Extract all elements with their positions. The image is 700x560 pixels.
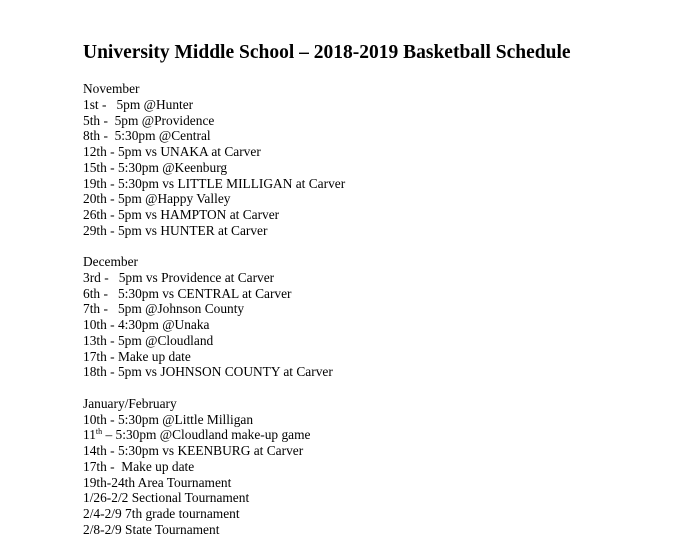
schedule-line: 5th - 5pm @Providence: [83, 112, 215, 128]
section-heading-november: November: [83, 81, 140, 96]
schedule-line: 2/8-2/9 State Tournament: [83, 521, 220, 537]
line-rest: – 5:30pm @Cloudland make-up game: [102, 427, 311, 443]
schedule-line: 26th - 5pm vs HAMPTON at Carver: [83, 207, 280, 222]
schedule-line: 10th - 4:30pm @Unaka: [83, 317, 210, 333]
schedule-line: 14th - 5:30pm vs KEENBURG at Carver: [83, 443, 304, 459]
section-november: [83, 81, 683, 239]
schedule-line: 6th - 5:30pm vs CENTRAL at Carver: [83, 285, 292, 301]
document-title: University Middle School – 2018-2019 Basketball Schedule: [83, 42, 571, 63]
schedule-line: 15th - 5:30pm @Keenburg: [83, 159, 228, 175]
line-day-number: 11: [83, 427, 96, 443]
schedule-line-superscript: [83, 427, 683, 443]
section-heading-january-february: January/February: [83, 395, 177, 411]
schedule-line: 20th - 5pm @Happy Valley: [83, 191, 231, 207]
section-heading-december: December: [83, 254, 139, 270]
schedule-line: 1st - 5pm @Hunter: [83, 96, 194, 112]
schedule-line: 12th - 5pm vs UNAKA at Carver: [83, 144, 261, 159]
section-december: [83, 254, 683, 380]
schedule-line: 13th - 5pm @Cloudland: [83, 332, 214, 348]
schedule-line: 29th - 5pm vs HUNTER at Carver: [83, 222, 268, 238]
schedule-line: 18th - 5pm vs JOHNSON COUNTY at Carver: [83, 364, 333, 380]
schedule-line: 17th - Make up date: [83, 458, 195, 474]
schedule-line: 10th - 5:30pm @Little Milligan: [83, 411, 254, 427]
schedule-line: 3rd - 5pm vs Providence at Carver: [83, 269, 275, 285]
document-page: [83, 40, 683, 538]
schedule-line: 19th - 5:30pm vs LITTLE MILLIGAN at Carver: [83, 175, 346, 191]
ordinal-suffix: th: [95, 427, 103, 437]
schedule-line: 19th-24th Area Tournament: [83, 474, 232, 490]
schedule-line: 17th - Make up date: [83, 348, 191, 364]
schedule-line: 7th - 5pm @Johnson County: [83, 301, 245, 317]
schedule-line: 8th - 5:30pm @Central: [83, 128, 211, 144]
schedule-line: 2/4-2/9 7th grade tournament: [83, 506, 240, 522]
section-january-february: [83, 396, 683, 538]
schedule-line: 1/26-2/2 Sectional Tournament: [83, 490, 250, 506]
